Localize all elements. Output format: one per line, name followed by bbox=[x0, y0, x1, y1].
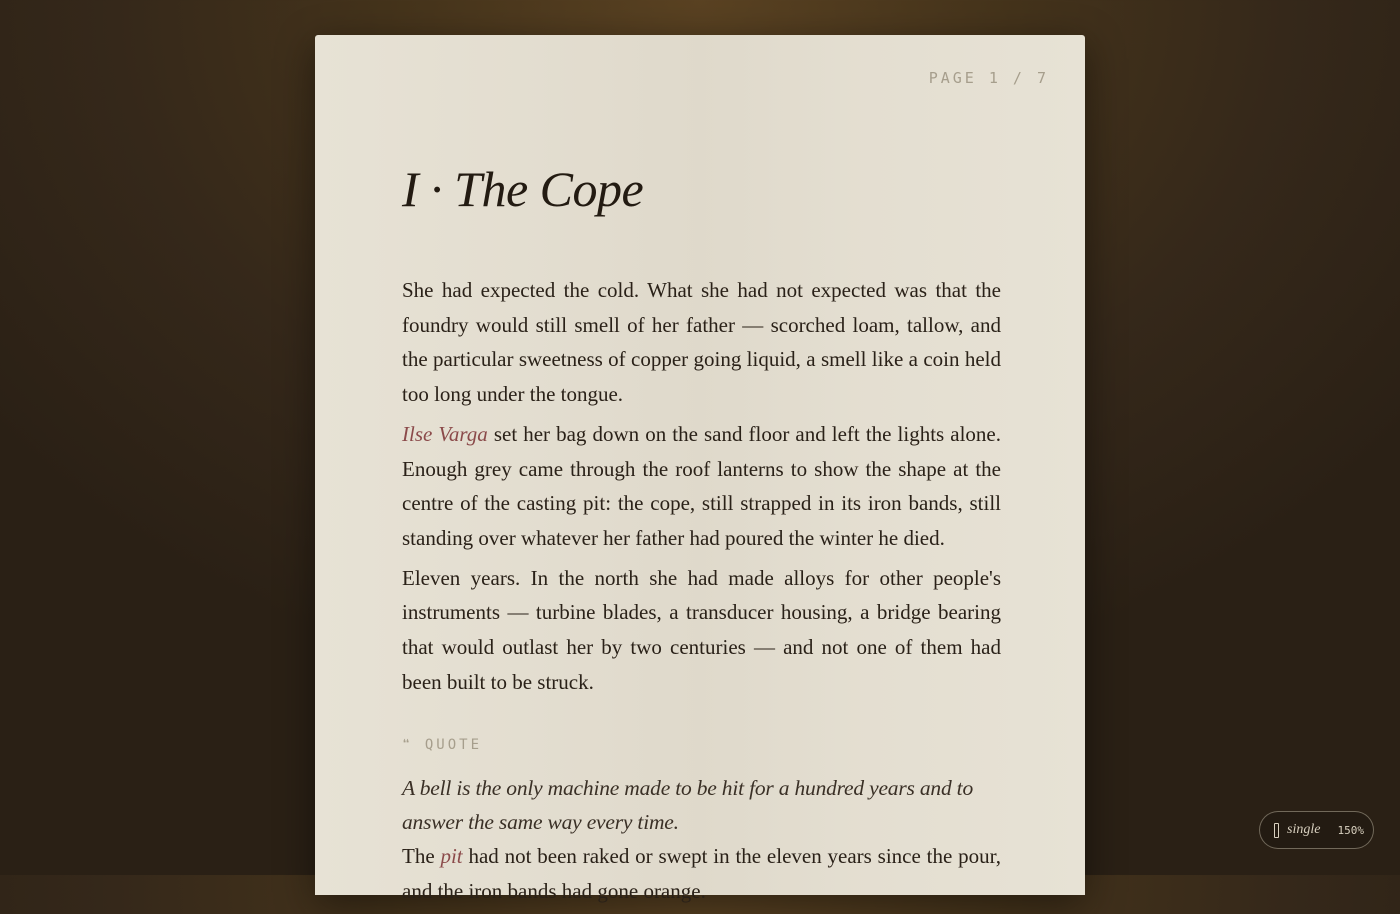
paragraph-1: She had expected the cold. What she had not expected was that the foundry would still smell of her father — scorched loam, tallow, and the particular sweetness of copper going liquid, a smell like a coin held too long under the tongue. bbox=[402, 278, 1001, 407]
paragraph-2-text: set her bag down on the sand floor and left the lights alone. Enough grey came through the roof lanterns to show the shape at the centre of the casting pit: the cope, still strapped in its iron bands, still standing over whatever her father had poured the winter he died. bbox=[402, 421, 1001, 550]
view-mode-label[interactable]: single bbox=[1287, 822, 1321, 837]
paragraph-2 bbox=[402, 417, 1001, 556]
document-page bbox=[315, 35, 1085, 904]
single-page-icon bbox=[1274, 823, 1279, 838]
chapter-title: I · The Cope bbox=[402, 161, 644, 217]
character-name[interactable]: Ilse Varga bbox=[402, 421, 488, 446]
paragraph-4 bbox=[402, 839, 1001, 908]
page-indicator: PAGE 1 / 7 bbox=[928, 69, 1049, 87]
chapter-body bbox=[402, 273, 1001, 914]
paragraph-3: Eleven years. In the north she had made alloys for other people's instruments — turbine blades, a transducer housing, a bridge bearing that would outlast her by two centuries — and not one of them had been built to be struck. bbox=[402, 565, 1001, 694]
highlighted-term[interactable]: pit bbox=[440, 844, 463, 869]
view-mode-control[interactable] bbox=[1259, 811, 1374, 849]
paragraph-4-start: The bbox=[402, 844, 441, 869]
quote-label: ❝ QUOTE bbox=[402, 737, 483, 754]
zoom-level[interactable]: 150% bbox=[1337, 823, 1364, 837]
quote-text: A bell is the only machine made to be hit for a hundred years and to answer the same way every time. bbox=[402, 776, 973, 835]
paragraph-4-text: had not been raked or swept in the eleven years since the pour, and the iron bands had gone orange. bbox=[402, 844, 1001, 904]
